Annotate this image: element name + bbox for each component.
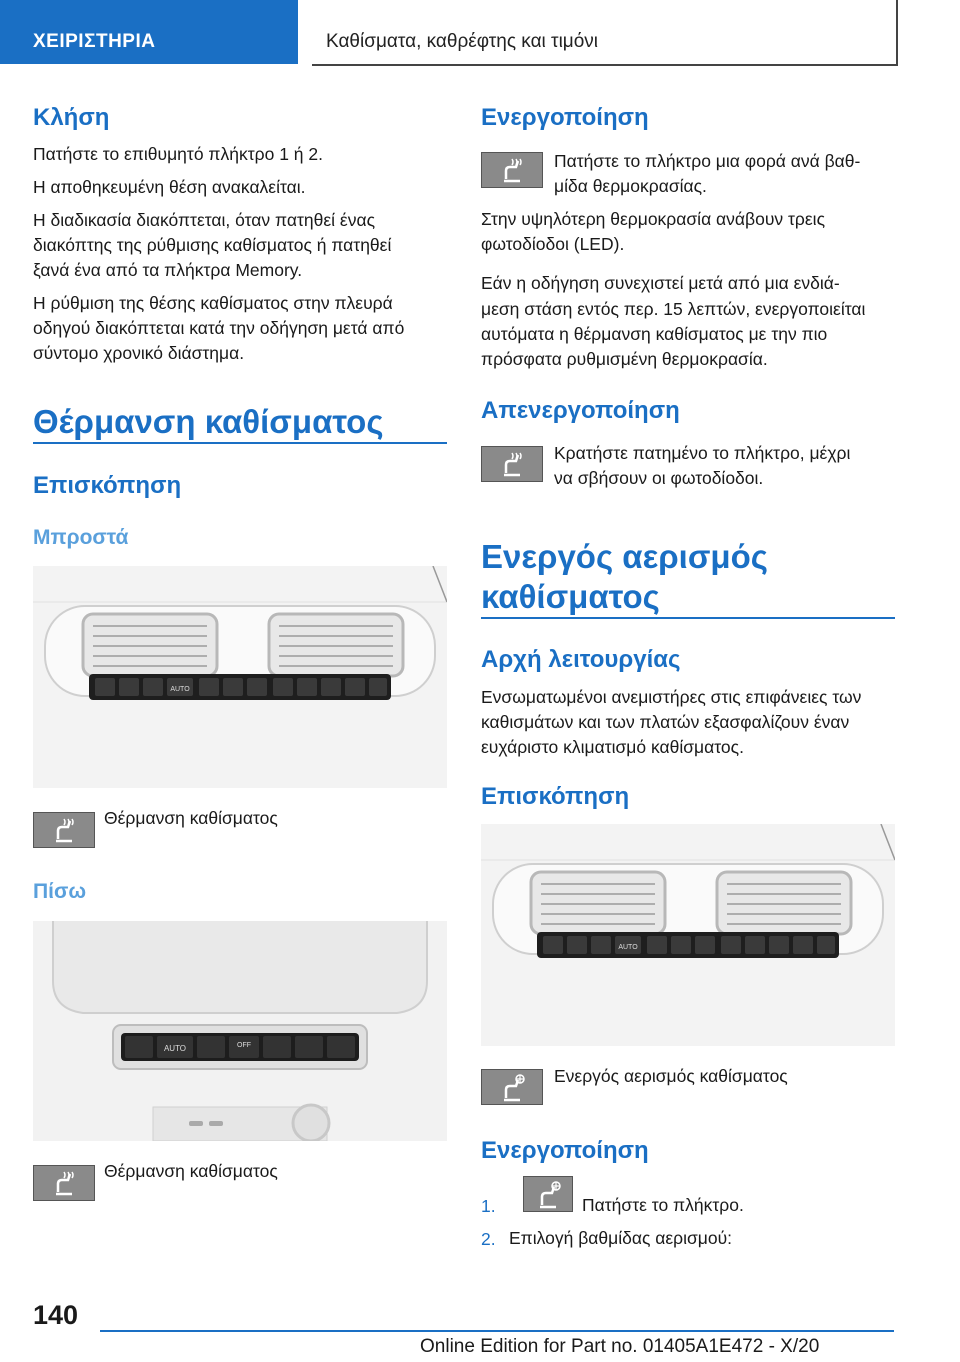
front-auto-label: AUTO [170, 686, 190, 693]
ventilation-caption: Ενεργός αερισμός καθίσματος [554, 1066, 788, 1086]
activation-paragraph-3-line-2: μεση στάση εντός περ. 15 λεπτών, ενεργοποιείται [481, 299, 866, 319]
seat-heating-icon [33, 1165, 95, 1201]
call-paragraph-3-line-1: Η διαδικασία διακόπτεται, όταν πατηθεί ένας [33, 210, 376, 230]
activation-heading: Ενεργοποίηση [481, 104, 649, 131]
ventilation-overview-heading: Επισκόπηση [481, 783, 630, 810]
step-1-text: Πατήστε το πλήκτρο. [582, 1195, 744, 1215]
seat-heating-icon [33, 812, 95, 848]
seat-heating-icon [481, 446, 543, 482]
ventilation-panel-illustration [481, 824, 895, 1046]
ventilation-panel-photo [481, 824, 895, 1046]
seat-ventilation-icon [523, 1176, 573, 1212]
deactivation-line-2: να σβήσουν οι φωτοδίοδοι. [554, 468, 764, 488]
call-paragraph-1: Πατήστε το επιθυμητό πλήκτρο 1 ή 2. [33, 144, 323, 164]
front-heading: Μπροστά [33, 526, 129, 549]
call-heading: Κλήση [33, 104, 110, 131]
call-paragraph-4-line-2: οδηγού διακόπτεται κατά την οδήγηση μετά από [33, 318, 405, 338]
step-number: 2. [481, 1229, 496, 1249]
ventilation-title-line-1: Ενεργός αερισμός [481, 538, 768, 575]
seat-heating-icon [481, 152, 543, 188]
header-section-label: ΧΕΙΡΙΣΤΗΡΙΑ [33, 31, 156, 52]
front-climate-panel-photo [33, 566, 447, 788]
rear-panel-illustration [33, 921, 447, 1141]
activation-paragraph-2-line-1: Στην υψηλότερη θερμοκρασία ανάβουν τρεις [481, 209, 826, 229]
front-caption: Θέρμανση καθίσματος [104, 808, 278, 828]
activation-paragraph-1-line-2: μίδα θερμοκρασίας. [554, 176, 707, 196]
rear-caption: Θέρμανση καθίσματος [104, 1161, 278, 1181]
rear-off-label: OFF [237, 1042, 251, 1049]
activation-paragraph-1-line-1: Πατήστε το πλήκτρο μια φορά ανά βαθ- [554, 151, 861, 171]
ventilation-auto-label: AUTO [618, 944, 638, 951]
header-section-tab [0, 0, 298, 64]
call-paragraph-3-line-2: διακόπτης της ρύθμισης καθίσματος ή πατηθεί [33, 235, 392, 255]
rear-auto-label: AUTO [163, 1044, 187, 1053]
header-chapter-label: Καθίσματα, καθρέφτης και τιμόνι [326, 31, 599, 52]
ventilation-title-line-2: καθίσματος [481, 578, 660, 615]
header-chapter-tab [312, 0, 898, 66]
seat-ventilation-icon [481, 1069, 543, 1105]
section-rule [481, 617, 895, 619]
principle-heading: Αρχή λειτουργίας [481, 646, 681, 673]
section-rule [33, 442, 447, 444]
activation-paragraph-3-line-4: πρόσφατα ρυθμισμένη θερμοκρασία. [481, 349, 768, 369]
principle-line-1: Ενσωματωμένοι ανεμιστήρες στις επιφάνειες των [481, 687, 862, 707]
principle-line-2: καθισμάτων και των πλατών εξασφαλίζουν έναν [481, 712, 850, 732]
seat-heating-title: Θέρμανση καθίσματος [33, 403, 384, 440]
call-paragraph-2: Η αποθηκευμένη θέση ανακαλείται. [33, 177, 306, 197]
deactivation-heading: Απενεργοποίηση [481, 397, 680, 424]
call-paragraph-3-line-3: ξανά ένα από τα πλήκτρα Memory. [33, 260, 303, 280]
step-number: 1. [481, 1196, 496, 1216]
footer-edition: Online Edition for Part no. 01405A1E472 - X/20 [420, 1336, 820, 1357]
footer-rule [100, 1330, 894, 1332]
overview-heading: Επισκόπηση [33, 472, 182, 499]
deactivation-line-1: Κρατήστε πατημένο το πλήκτρο, μέχρι [554, 443, 851, 463]
activation-paragraph-2-line-2: φωτοδίοδοι (LED). [481, 234, 625, 254]
principle-line-3: ευχάριστο κλιματισμό καθίσματος. [481, 737, 744, 757]
activation2-heading: Ενεργοποίηση [481, 1137, 649, 1164]
call-paragraph-4-line-3: σύντομο χρονικό διάστημα. [33, 343, 245, 363]
rear-climate-panel-photo [33, 921, 447, 1141]
activation-paragraph-3-line-3: αυτόματα η θέρμανση καθίσματος με την πιο [481, 324, 828, 344]
step-2-text: Επιλογή βαθμίδας αερισμού: [509, 1228, 733, 1248]
page-number: 140 [33, 1300, 79, 1330]
rear-heading: Πίσω [33, 880, 87, 903]
activation-paragraph-3-line-1: Εάν η οδήγηση συνεχιστεί μετά από μια ενδιά- [481, 273, 840, 293]
call-paragraph-4-line-1: Η ρύθμιση της θέσης καθίσματος στην πλευρά [33, 293, 393, 313]
front-panel-illustration [33, 566, 447, 788]
